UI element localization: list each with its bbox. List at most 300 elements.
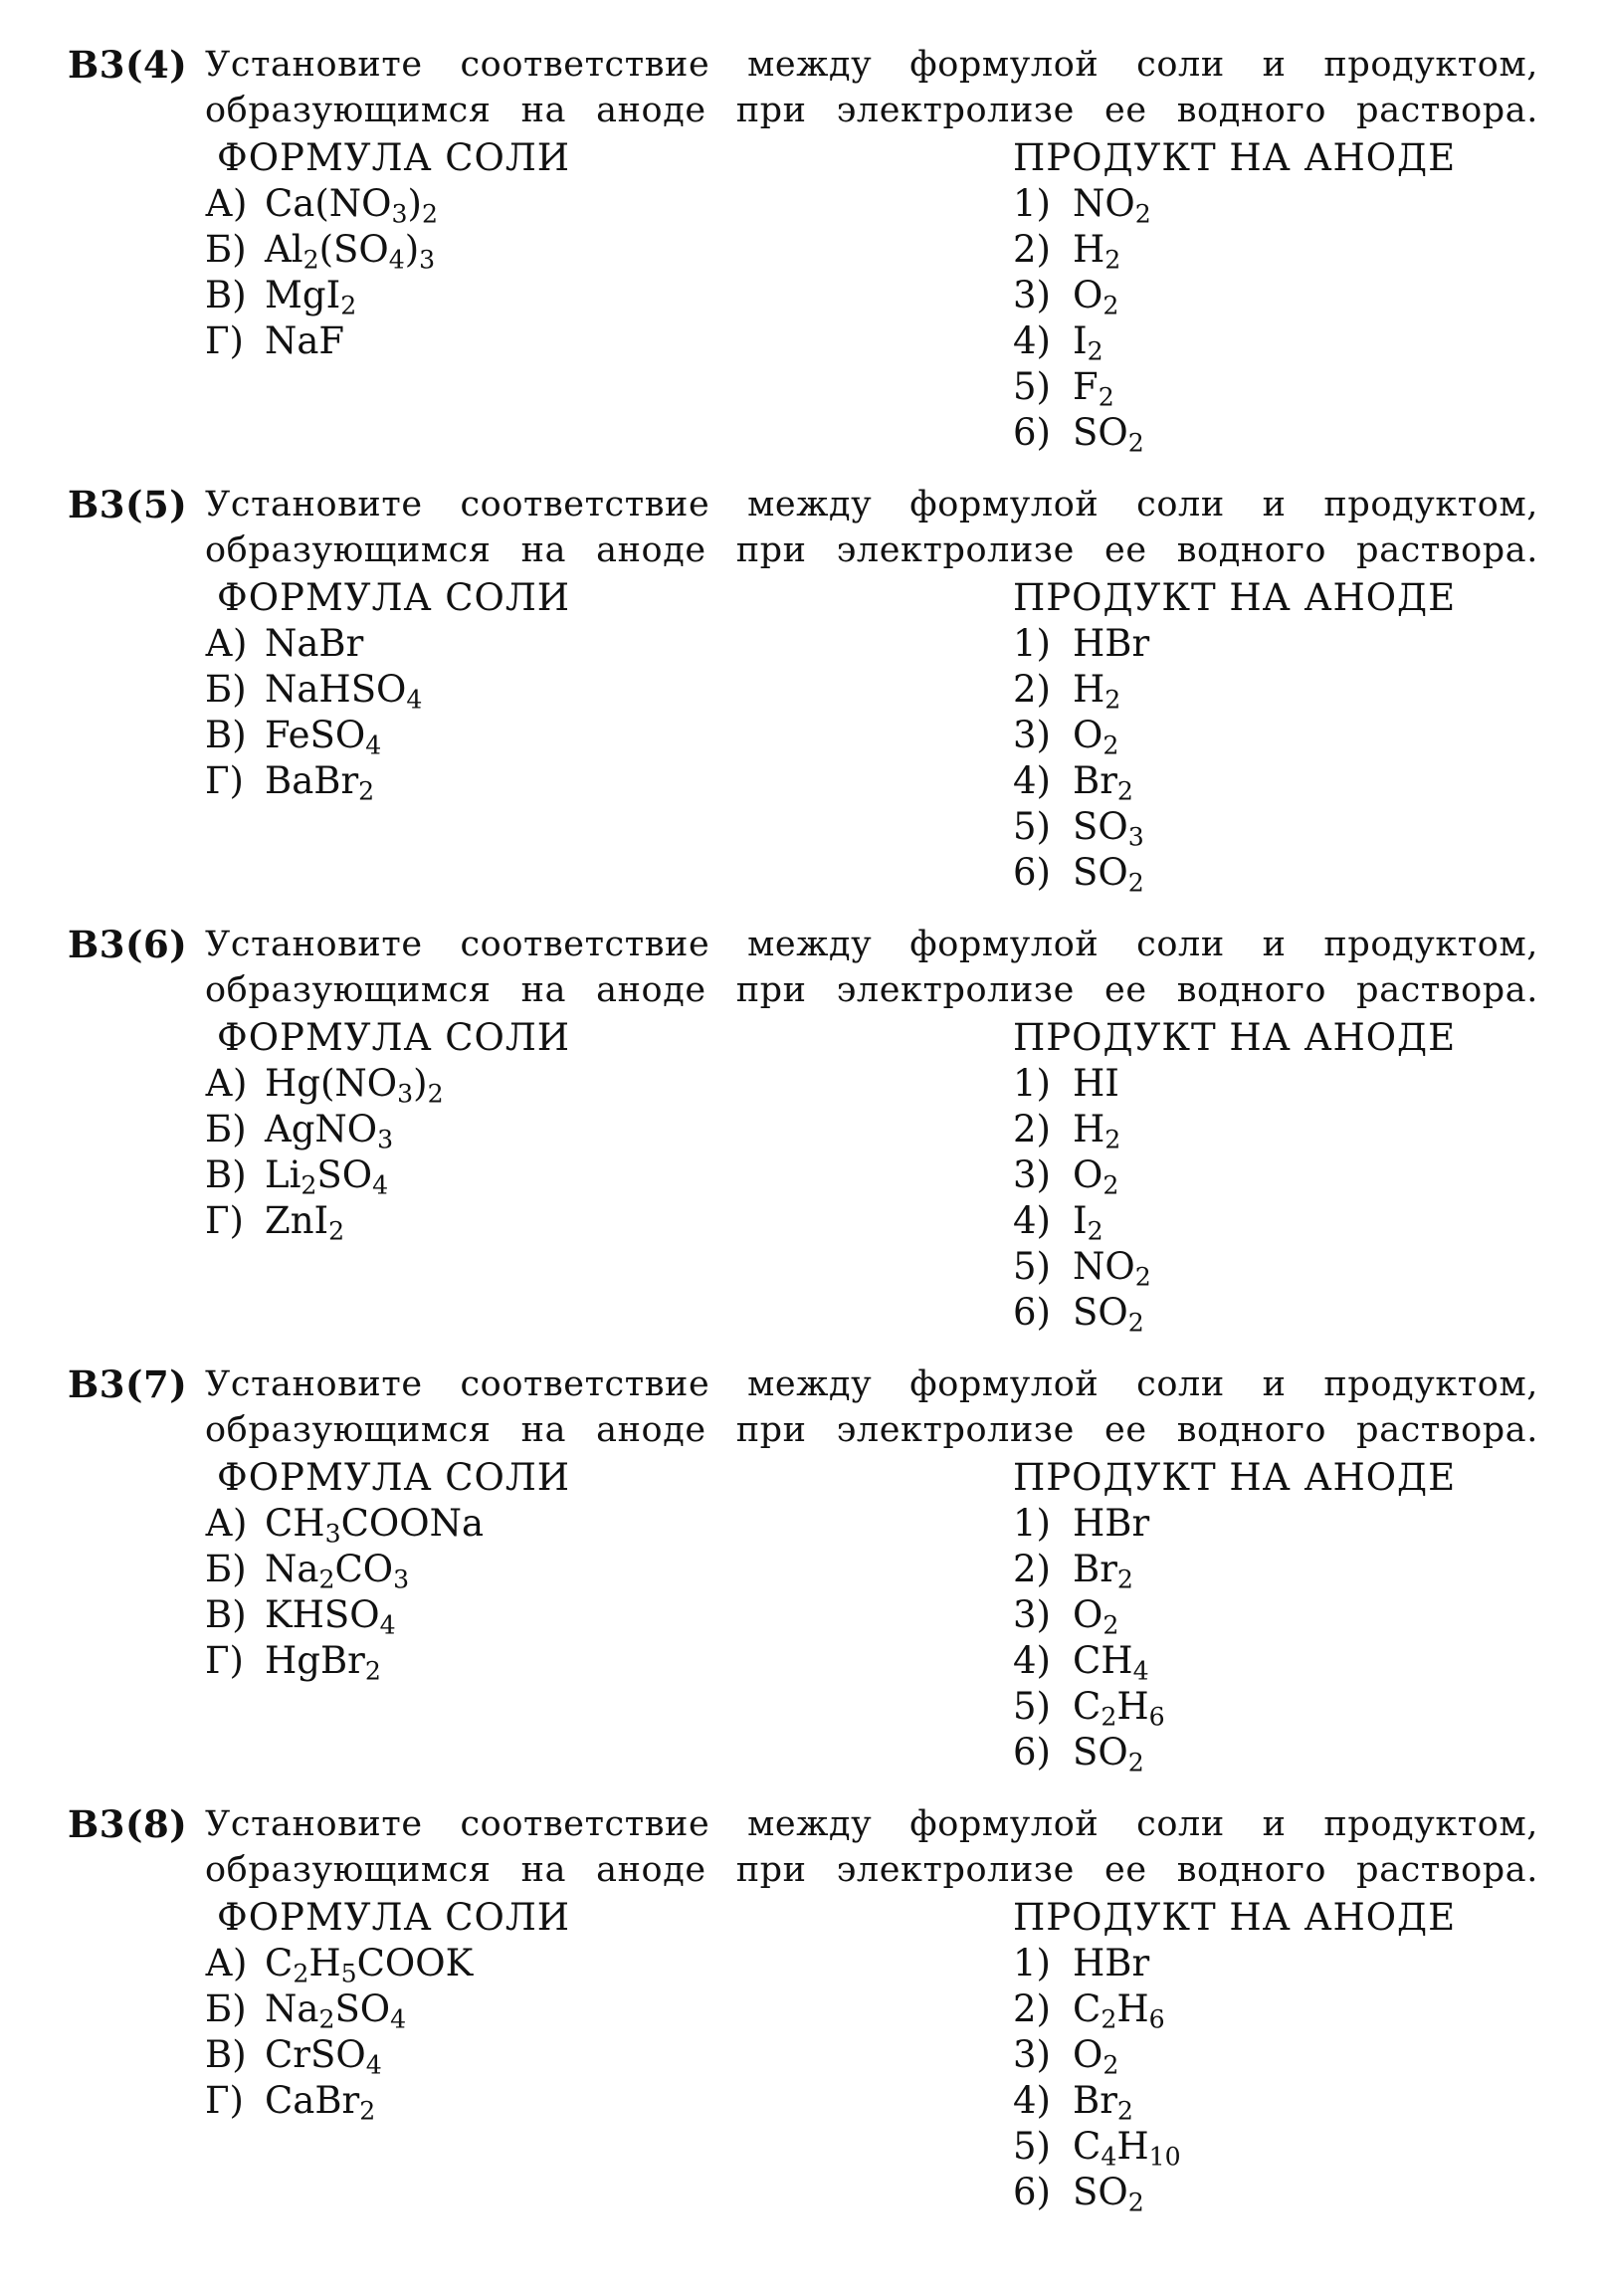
formula-text: SO	[316, 1153, 373, 1196]
formula-subscript: 2	[364, 1656, 381, 1686]
formula-subscript: 4	[1101, 2142, 1117, 2172]
formula-subscript: 2	[1087, 336, 1103, 366]
formula-subscript: 4	[379, 1610, 396, 1640]
chemical-formula	[1073, 1062, 1119, 1105]
formula-text: NO	[1073, 1245, 1135, 1288]
formula-subscript: 2	[1103, 1170, 1119, 1200]
formula-subscript: 6	[1148, 1702, 1165, 1732]
item-marker: А)	[205, 622, 248, 665]
task-block	[0, 1801, 1604, 2239]
chemical-formula	[1073, 1942, 1149, 1984]
chemical-formula	[1073, 805, 1144, 852]
list-item	[1013, 1547, 1165, 1592]
chemical-formula	[1073, 274, 1119, 320]
list-item	[1013, 1244, 1151, 1290]
list-item	[1013, 318, 1151, 364]
salt-formula-list	[205, 1941, 473, 2124]
task-block	[0, 42, 1604, 480]
formula-text: NO	[1073, 182, 1135, 225]
formula-text: CH	[1073, 1639, 1133, 1682]
chemical-formula	[265, 1062, 444, 1109]
formula-text: SO	[1073, 411, 1128, 454]
list-item	[1013, 2032, 1181, 2078]
formula-text: Al	[265, 228, 303, 271]
formula-text: )	[413, 1062, 428, 1105]
chemical-formula	[265, 1593, 396, 1640]
item-marker: Г)	[205, 759, 244, 802]
formula-text: HI	[1073, 1062, 1119, 1105]
formula-text: NaHSO	[265, 668, 407, 711]
formula-text: Na	[265, 1548, 319, 1590]
formula-text: Br	[1073, 2079, 1117, 2122]
item-marker: Б)	[205, 668, 247, 711]
formula-subscript: 6	[1148, 2004, 1165, 2034]
chemical-formula	[265, 228, 436, 275]
column-header-anode-product: ПРОДУКТ НА АНОДЕ	[1013, 1016, 1457, 1059]
chemical-formula	[265, 1153, 389, 1200]
anode-product-list	[1013, 1061, 1151, 1336]
chemical-formula	[265, 2033, 382, 2080]
formula-subscript: 2	[340, 291, 357, 320]
formula-text: H	[1073, 228, 1105, 271]
chemical-formula	[265, 1502, 485, 1549]
formula-subscript: 2	[1103, 2050, 1119, 2080]
formula-text: AgNO	[265, 1108, 378, 1150]
item-marker: 2)	[1013, 228, 1051, 271]
formula-subscript: 2	[1098, 382, 1114, 412]
item-marker: 2)	[1013, 1987, 1051, 2030]
formula-text: C	[265, 1942, 294, 1984]
formula-text: (SO	[318, 228, 389, 271]
item-marker: 5)	[1013, 365, 1051, 408]
chemical-formula	[265, 1199, 345, 1246]
formula-text: I	[1073, 1199, 1088, 1242]
item-marker: Г)	[205, 1639, 244, 1682]
formula-text: Br	[1073, 1548, 1117, 1590]
chemical-formula	[1073, 411, 1144, 458]
formula-text: NaF	[265, 319, 345, 362]
item-marker: 3)	[1013, 1153, 1051, 1196]
item-marker: В)	[205, 1153, 247, 1196]
formula-subscript: 2	[328, 1216, 345, 1246]
task-id: B3(7)	[68, 1362, 188, 1406]
column-header-anode-product: ПРОДУКТ НА АНОДЕ	[1013, 576, 1457, 619]
formula-text: O	[1073, 1153, 1103, 1196]
list-item	[205, 758, 422, 804]
chemical-formula	[1073, 1987, 1165, 2034]
item-marker: 3)	[1013, 1593, 1051, 1636]
formula-text: H	[1073, 1108, 1105, 1150]
chemical-formula	[1073, 1245, 1151, 1292]
formula-text: O	[1073, 714, 1103, 756]
list-item	[205, 667, 422, 713]
chemical-formula	[265, 274, 357, 320]
formula-subscript: 2	[358, 776, 375, 806]
chemical-formula	[1073, 622, 1149, 665]
formula-subscript: 2	[293, 1959, 309, 1988]
formula-text: SO	[1073, 1291, 1128, 1334]
item-marker: А)	[205, 1942, 248, 1984]
formula-text: SO	[1073, 1731, 1128, 1774]
column-header-salt-formula: ФОРМУЛА СОЛИ	[217, 1016, 571, 1059]
item-marker: 3)	[1013, 2033, 1051, 2076]
chemical-formula	[1073, 1199, 1103, 1246]
chemical-formula	[1073, 182, 1151, 229]
formula-subscript: 4	[365, 2050, 382, 2080]
formula-subscript: 2	[1127, 2188, 1144, 2217]
list-item	[1013, 181, 1151, 227]
task-block	[0, 482, 1604, 920]
formula-subscript: 4	[1132, 1656, 1149, 1686]
item-marker: 2)	[1013, 1548, 1051, 1590]
item-marker: 4)	[1013, 2079, 1051, 2122]
formula-text: Br	[1073, 759, 1117, 802]
formula-subscript: 2	[1087, 1216, 1103, 1246]
item-marker: 6)	[1013, 1731, 1051, 1774]
item-marker: 4)	[1013, 759, 1051, 802]
chemical-formula	[265, 1108, 394, 1154]
formula-text: H	[308, 1942, 341, 1984]
formula-subscript: 2	[1116, 776, 1133, 806]
task-id: B3(8)	[68, 1802, 188, 1846]
chemical-formula	[1073, 228, 1121, 275]
list-item	[1013, 1730, 1165, 1775]
task-question-line: образующимся на аноде при электролизе ее водного раствора.	[205, 1410, 1538, 1450]
item-marker: 4)	[1013, 319, 1051, 362]
formula-text: ZnI	[265, 1199, 329, 1242]
item-marker: В)	[205, 2033, 247, 2076]
chemical-formula	[1073, 668, 1121, 715]
column-header-anode-product: ПРОДУКТ НА АНОДЕ	[1013, 136, 1457, 179]
chemical-formula	[1073, 759, 1133, 806]
formula-subscript: 4	[390, 2004, 407, 2034]
list-item	[1013, 1290, 1151, 1336]
list-item	[1013, 804, 1149, 850]
list-item	[1013, 1638, 1165, 1684]
formula-subscript: 2	[1103, 1610, 1119, 1640]
item-marker: 1)	[1013, 182, 1051, 225]
formula-text: C	[1073, 1987, 1102, 2030]
list-item	[205, 1547, 484, 1592]
list-item	[205, 1061, 444, 1107]
item-marker: А)	[205, 1502, 248, 1545]
task-block	[0, 1361, 1604, 1799]
formula-subscript: 2	[1103, 731, 1119, 760]
column-header-anode-product: ПРОДУКТ НА АНОДЕ	[1013, 1456, 1457, 1499]
formula-text: H	[1116, 1685, 1149, 1728]
list-item	[205, 1107, 444, 1152]
formula-subscript: 2	[1127, 868, 1144, 898]
formula-text: COONa	[340, 1502, 485, 1545]
chemical-formula	[265, 1987, 407, 2034]
formula-text: O	[1073, 274, 1103, 316]
task-question	[205, 42, 1538, 133]
chemical-formula	[1073, 365, 1114, 412]
formula-subscript: 3	[397, 1079, 414, 1109]
chemical-formula	[1073, 851, 1144, 898]
task-question	[205, 482, 1538, 573]
chemical-formula	[265, 1548, 410, 1594]
formula-text: Li	[265, 1153, 301, 1196]
list-item	[1013, 2124, 1181, 2170]
chemical-formula	[1073, 319, 1103, 366]
chemical-formula	[1073, 1639, 1149, 1686]
formula-text: )	[404, 228, 420, 271]
anode-product-list	[1013, 181, 1151, 456]
list-item	[1013, 1198, 1151, 1244]
task-question-line: образующимся на аноде при электролизе ее водного раствора.	[205, 970, 1538, 1010]
salt-formula-list	[205, 1061, 444, 1244]
formula-subscript: 2	[1101, 2004, 1117, 2034]
formula-text: CrSO	[265, 2033, 366, 2076]
item-marker: 6)	[1013, 851, 1051, 894]
item-marker: Г)	[205, 2079, 244, 2122]
formula-text: H	[1116, 1987, 1149, 2030]
chemical-formula	[265, 1942, 474, 1988]
item-marker: Б)	[205, 1548, 247, 1590]
list-item	[1013, 850, 1149, 896]
chemical-formula	[1073, 2125, 1181, 2172]
chemical-formula	[1073, 1548, 1133, 1594]
list-item	[1013, 621, 1149, 667]
item-marker: В)	[205, 1593, 247, 1636]
list-item	[205, 713, 422, 758]
list-item	[1013, 1061, 1151, 1107]
item-marker: 2)	[1013, 1108, 1051, 1150]
list-item	[1013, 1152, 1151, 1198]
formula-text: )	[407, 182, 422, 225]
chemical-formula	[1073, 1502, 1149, 1545]
list-item	[205, 1152, 444, 1198]
chemical-formula	[265, 714, 382, 760]
formula-text: H	[1116, 2125, 1149, 2168]
formula-subscript: 3	[1127, 822, 1144, 852]
list-item	[1013, 1684, 1165, 1730]
item-marker: 1)	[1013, 622, 1051, 665]
formula-text: SO	[1073, 2171, 1128, 2213]
item-marker: 6)	[1013, 411, 1051, 454]
list-item	[1013, 1501, 1165, 1547]
item-marker: 5)	[1013, 805, 1051, 848]
formula-text: NaBr	[265, 622, 364, 665]
anode-product-list	[1013, 621, 1149, 896]
list-item	[205, 2032, 473, 2078]
task-question-line: Установите соответствие между формулой соли и продуктом,	[205, 485, 1538, 524]
formula-subscript: 2	[1134, 1262, 1151, 1292]
list-item	[1013, 1592, 1165, 1638]
formula-text: COOK	[356, 1942, 474, 1984]
list-item	[205, 1501, 484, 1547]
task-question	[205, 1361, 1538, 1453]
item-marker: А)	[205, 1062, 248, 1105]
list-item	[205, 1198, 444, 1244]
formula-subscript: 3	[393, 1565, 410, 1594]
formula-text: HBr	[1073, 1502, 1150, 1545]
list-item	[1013, 1941, 1181, 1986]
task-question	[205, 922, 1538, 1013]
salt-formula-list	[205, 1501, 484, 1684]
list-item	[205, 181, 438, 227]
item-marker: Г)	[205, 1199, 244, 1242]
formula-subscript: 2	[1104, 245, 1121, 275]
formula-subscript: 2	[1127, 1308, 1144, 1338]
list-item	[205, 227, 438, 273]
anode-product-list	[1013, 1941, 1181, 2215]
item-marker: 4)	[1013, 1199, 1051, 1242]
formula-subscript: 4	[372, 1170, 389, 1200]
formula-text: HBr	[1073, 1942, 1150, 1984]
chemical-formula	[265, 759, 375, 806]
column-header-anode-product: ПРОДУКТ НА АНОДЕ	[1013, 1896, 1457, 1939]
task-block	[0, 922, 1604, 1359]
formula-subscript: 2	[1104, 1125, 1121, 1154]
list-item	[1013, 1107, 1151, 1152]
formula-subscript: 2	[359, 2096, 376, 2126]
column-header-salt-formula: ФОРМУЛА СОЛИ	[217, 576, 571, 619]
item-marker: 2)	[1013, 668, 1051, 711]
task-question-line: образующимся на аноде при электролизе ее водного раствора.	[205, 530, 1538, 570]
list-item	[1013, 667, 1149, 713]
task-question-line: Установите соответствие между формулой соли и продуктом,	[205, 925, 1538, 964]
chemical-formula	[1073, 1153, 1119, 1200]
list-item	[1013, 1986, 1181, 2032]
list-item	[1013, 713, 1149, 758]
formula-text: KHSO	[265, 1593, 380, 1636]
item-marker: Г)	[205, 319, 244, 362]
item-marker: 1)	[1013, 1942, 1051, 1984]
chemical-formula	[265, 182, 438, 229]
formula-subscript: 2	[1127, 1748, 1144, 1777]
chemical-formula	[265, 1639, 381, 1686]
formula-text: CO	[334, 1548, 394, 1590]
formula-text: HBr	[1073, 622, 1150, 665]
column-header-salt-formula: ФОРМУЛА СОЛИ	[217, 136, 571, 179]
item-marker: 4)	[1013, 1639, 1051, 1682]
formula-text: Hg(NO	[265, 1062, 398, 1105]
formula-text: SO	[1073, 851, 1128, 894]
formula-subscript: 4	[406, 685, 423, 715]
formula-text: HgBr	[265, 1639, 365, 1682]
formula-text: H	[1073, 668, 1105, 711]
formula-text: BaBr	[265, 759, 359, 802]
task-question-line: Установите соответствие между формулой соли и продуктом,	[205, 1364, 1538, 1404]
chemical-formula	[1073, 1593, 1119, 1640]
item-marker: 3)	[1013, 274, 1051, 316]
item-marker: Б)	[205, 228, 247, 271]
list-item	[1013, 227, 1151, 273]
chemical-formula	[1073, 1731, 1144, 1777]
formula-subscript: 2	[301, 1170, 317, 1200]
formula-subscript: 10	[1148, 2142, 1181, 2172]
task-id: B3(4)	[68, 43, 188, 87]
formula-subscript: 4	[365, 731, 382, 760]
formula-text: I	[1073, 319, 1088, 362]
chemical-formula	[265, 668, 423, 715]
formula-text: F	[1073, 365, 1099, 408]
formula-subscript: 3	[419, 245, 436, 275]
item-marker: 5)	[1013, 2125, 1051, 2168]
task-question-line: образующимся на аноде при электролизе ее водного раствора.	[205, 1850, 1538, 1890]
chemical-formula	[265, 319, 344, 362]
formula-text: C	[1073, 1685, 1102, 1728]
chemical-formula	[1073, 2171, 1144, 2217]
task-question-line: Установите соответствие между формулой соли и продуктом,	[205, 45, 1538, 85]
formula-subscript: 2	[1134, 199, 1151, 229]
formula-text: SO	[1073, 805, 1128, 848]
salt-formula-list	[205, 621, 422, 804]
list-item	[205, 1986, 473, 2032]
formula-text: CaBr	[265, 2079, 360, 2122]
chemical-formula	[1073, 2033, 1119, 2080]
salt-formula-list	[205, 181, 438, 364]
task-question-line: Установите соответствие между формулой соли и продуктом,	[205, 1804, 1538, 1844]
formula-subscript: 2	[302, 245, 319, 275]
formula-text: CH	[265, 1502, 325, 1545]
list-item	[205, 318, 438, 364]
formula-text: Ca(NO	[265, 182, 392, 225]
item-marker: Б)	[205, 1108, 247, 1150]
list-item	[205, 273, 438, 318]
list-item	[205, 1592, 484, 1638]
item-marker: 5)	[1013, 1685, 1051, 1728]
formula-subscript: 2	[1104, 685, 1121, 715]
list-item	[205, 2078, 473, 2124]
formula-text: FeSO	[265, 714, 366, 756]
column-header-salt-formula: ФОРМУЛА СОЛИ	[217, 1896, 571, 1939]
chemical-formula	[265, 622, 363, 665]
formula-text: O	[1073, 2033, 1103, 2076]
item-marker: Б)	[205, 1987, 247, 2030]
anode-product-list	[1013, 1501, 1165, 1775]
formula-subscript: 2	[1116, 1565, 1133, 1594]
formula-subscript: 2	[318, 1565, 335, 1594]
formula-subscript: 2	[1101, 1702, 1117, 1732]
list-item	[1013, 2170, 1181, 2215]
formula-subscript: 2	[1116, 2096, 1133, 2126]
formula-text: SO	[334, 1987, 391, 2030]
task-id: B3(5)	[68, 483, 188, 526]
list-item	[205, 621, 422, 667]
chemical-formula	[1073, 714, 1119, 760]
chemical-formula	[1073, 2079, 1133, 2126]
item-marker: В)	[205, 714, 247, 756]
item-marker: 1)	[1013, 1062, 1051, 1105]
list-item	[1013, 2078, 1181, 2124]
formula-subscript: 3	[324, 1519, 341, 1549]
list-item	[205, 1638, 484, 1684]
item-marker: 1)	[1013, 1502, 1051, 1545]
formula-subscript: 2	[1127, 428, 1144, 458]
chemical-formula	[1073, 1685, 1165, 1732]
list-item	[1013, 410, 1151, 456]
formula-text: O	[1073, 1593, 1103, 1636]
formula-subscript: 5	[340, 1959, 357, 1988]
list-item	[1013, 364, 1151, 410]
task-id: B3(6)	[68, 923, 188, 966]
list-item	[1013, 273, 1151, 318]
formula-subscript: 2	[318, 2004, 335, 2034]
formula-text: C	[1073, 2125, 1102, 2168]
task-question	[205, 1801, 1538, 1893]
formula-subscript: 3	[377, 1125, 394, 1154]
formula-text: Na	[265, 1987, 319, 2030]
chemical-formula	[1073, 1291, 1144, 1338]
chemical-formula	[265, 2079, 376, 2126]
formula-text: MgI	[265, 274, 341, 316]
item-marker: 6)	[1013, 1291, 1051, 1334]
formula-subscript: 2	[1103, 291, 1119, 320]
list-item	[205, 1941, 473, 1986]
